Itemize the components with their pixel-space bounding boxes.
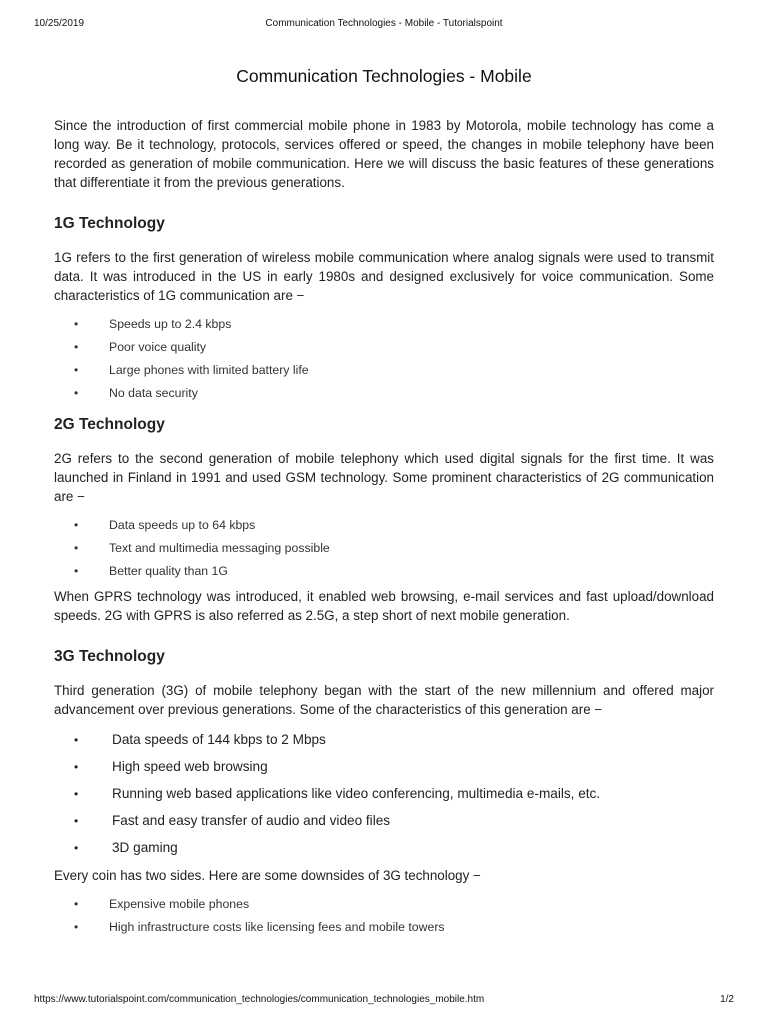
section-after-text-2g: When GPRS technology was introduced, it enabled web browsing, e-mail services and fast upload/download speeds. 2G with GPRS is also referred as 2.5G, a step short of next mobile generation.: [54, 589, 714, 623]
article: [54, 64, 714, 943]
list-3g-downsides: [54, 897, 714, 935]
list-item: [54, 812, 714, 830]
print-date: 10/25/2019: [34, 18, 85, 29]
list-item-text: High speed web browsing: [112, 759, 268, 774]
bullet-icon: •: [74, 733, 79, 747]
bullet-icon: •: [74, 363, 79, 377]
section-text-1g: 1G refers to the first generation of wireless mobile communication where analog signals were used to transmit data. It was introduced in the US in early 1980s and designed exclusively for voice communication. Some characteristics of 1G communication are −: [54, 250, 714, 303]
list-item: [54, 758, 714, 776]
list-item-text: Speeds up to 2.4 kbps: [109, 317, 232, 331]
bullet-icon: •: [74, 340, 79, 354]
print-footer: [34, 994, 734, 1008]
list-item-text: Large phones with limited battery life: [109, 363, 309, 377]
section-heading-2g: 2G Technology: [54, 416, 165, 433]
intro-paragraph: Since the introduction of first commercial mobile phone in 1983 by Motorola, mobile technology has come a long way. Be it technology, protocols, services offered or speed, the changes in mobile telephony have been recorded as generation of mobile communication. Here we will discuss the basic features of these generations that differentiate it from the previous generations.: [54, 118, 714, 190]
bullet-icon: •: [74, 564, 79, 578]
section-text-3g: Third generation (3G) of mobile telephony began with the start of the new millennium and offered major advancement over previous generations. Some of the characteristics of this generation are −: [54, 683, 714, 717]
list-item: [54, 897, 714, 912]
page-number: 1/2: [720, 994, 734, 1005]
print-url: https://www.tutorialspoint.com/communication_technologies/communication_technologies_mobile.htm: [34, 994, 485, 1005]
bullet-icon: •: [74, 760, 79, 774]
print-header: [34, 18, 734, 32]
list-item: [54, 340, 714, 355]
bullet-icon: •: [74, 920, 79, 934]
list-item-text: High infrastructure costs like licensing fees and mobile towers: [109, 920, 445, 934]
list-item: [54, 386, 714, 401]
list-item: [54, 317, 714, 332]
list-item: [54, 731, 714, 749]
list-3g: [54, 731, 714, 857]
bullet-icon: •: [74, 814, 79, 828]
bullet-icon: •: [74, 897, 79, 911]
bullet-icon: •: [74, 518, 79, 532]
list-item-text: 3D gaming: [112, 840, 178, 855]
list-2g: [54, 518, 714, 579]
bullet-icon: •: [74, 541, 79, 555]
bullet-icon: •: [74, 317, 79, 331]
section-after-text-3g: Every coin has two sides. Here are some downsides of 3G technology −: [54, 868, 481, 883]
page-title: Communication Technologies - Mobile: [236, 66, 532, 86]
list-item: [54, 920, 714, 935]
section-heading-1g: 1G Technology: [54, 215, 165, 232]
list-item-text: Fast and easy transfer of audio and video files: [112, 813, 391, 828]
list-item-text: Data speeds of 144 kbps to 2 Mbps: [112, 732, 326, 747]
list-item-text: Better quality than 1G: [109, 564, 228, 578]
list-1g: [54, 317, 714, 401]
bullet-icon: •: [74, 787, 79, 801]
bullet-icon: •: [74, 841, 79, 855]
list-item: [54, 839, 714, 857]
list-item: [54, 785, 714, 803]
section-text-2g: 2G refers to the second generation of mobile telephony which used digital signals for the first time. It was launched in Finland in 1991 and used GSM technology. Some prominent characteristics of 2G communication are −: [54, 451, 714, 504]
list-item: [54, 518, 714, 533]
print-title: Communication Technologies - Mobile - Tutorialspoint: [265, 18, 503, 29]
list-item-text: Text and multimedia messaging possible: [109, 541, 330, 555]
list-item-text: Data speeds up to 64 kbps: [109, 518, 256, 532]
list-item-text: Poor voice quality: [109, 340, 207, 354]
list-item-text: No data security: [109, 386, 198, 400]
list-item: [54, 564, 714, 579]
list-item-text: Running web based applications like video conferencing, multimedia e-mails, etc.: [112, 786, 601, 801]
bullet-icon: •: [74, 386, 79, 400]
list-item: [54, 541, 714, 556]
list-item-text: Expensive mobile phones: [109, 897, 250, 911]
section-heading-3g: 3G Technology: [54, 648, 165, 665]
list-item: [54, 363, 714, 378]
